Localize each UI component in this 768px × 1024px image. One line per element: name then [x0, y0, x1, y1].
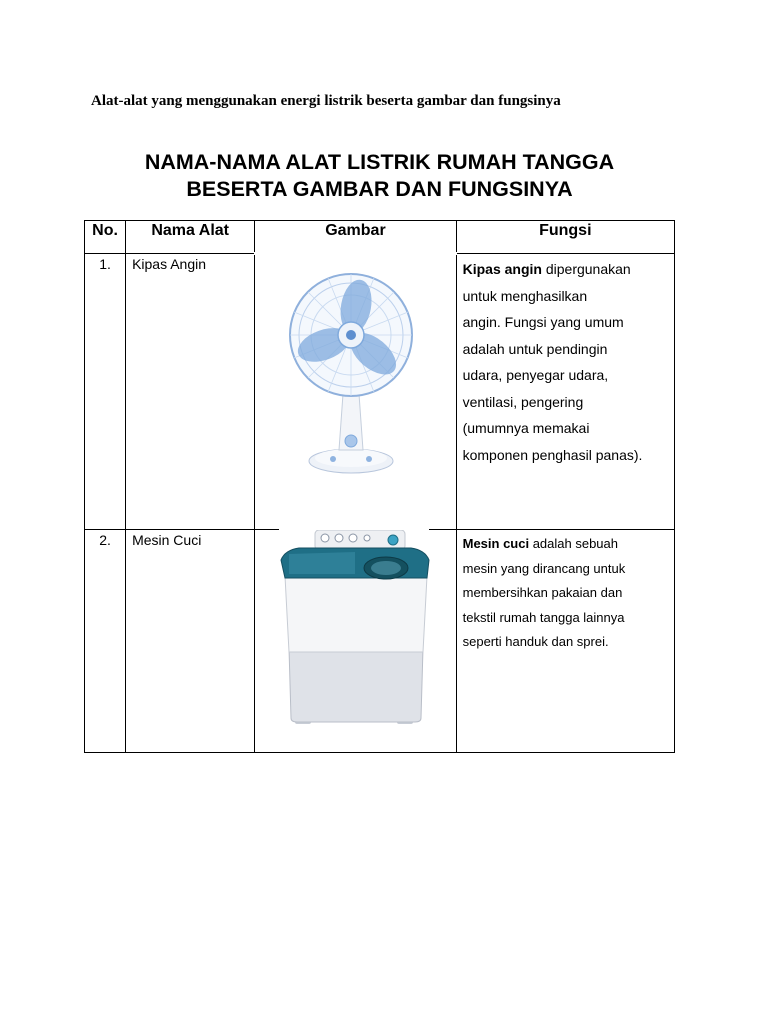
- function-line: untuk menghasilkan: [462, 287, 588, 304]
- function-line: komponen penghasil panas).: [462, 446, 643, 463]
- page-title: [84, 149, 675, 203]
- row-number: 2.: [85, 530, 126, 753]
- function-line: mesin yang dirancang untuk: [462, 560, 626, 576]
- function-line: udara, penyegar udara,: [462, 367, 609, 383]
- title-line-2: BESERTA GAMBAR DAN FUNGSINYA: [186, 177, 573, 201]
- appliance-name: Kipas Angin: [126, 254, 255, 530]
- function-line: (umumnya memakai: [462, 420, 590, 436]
- header-no: No.: [85, 221, 126, 254]
- intro-text: Alat-alat yang menggunakan energi listrik beserta gambar dan fungsinya: [91, 93, 561, 109]
- function-line: seperti handuk dan sprei.: [462, 634, 609, 649]
- row-number: 1.: [85, 254, 126, 530]
- washing-machine-icon: [255, 530, 456, 750]
- title-line-1: NAMA-NAMA ALAT LISTRIK RUMAH TANGGA: [144, 150, 615, 174]
- standing-fan-icon: [255, 254, 456, 527]
- function-line: angin. Fungsi yang umum: [462, 314, 624, 330]
- table-header-row: [85, 221, 675, 254]
- function-term: Mesin cuci: [462, 536, 530, 551]
- appliance-image-cell: [255, 530, 456, 753]
- appliance-image-cell: [255, 254, 456, 530]
- table-row: [85, 530, 675, 753]
- appliance-table: [84, 220, 675, 753]
- function-line: dipergunakan: [541, 261, 631, 277]
- appliance-function: [456, 254, 674, 530]
- table-row: [85, 254, 675, 530]
- function-line: tekstil rumah tangga lainnya: [462, 609, 625, 625]
- function-line: membersihkan pakaian dan: [462, 585, 623, 600]
- header-image: Gambar: [255, 221, 456, 254]
- appliance-name: Mesin Cuci: [126, 530, 255, 753]
- function-line: adalah untuk pendingin: [462, 340, 608, 357]
- function-line: adalah sebuah: [529, 536, 618, 551]
- function-term: Kipas angin: [462, 261, 542, 277]
- header-name: Nama Alat: [126, 221, 255, 254]
- appliance-function: [456, 530, 674, 753]
- header-function: Fungsi: [456, 221, 674, 254]
- function-line: ventilasi, pengering: [462, 393, 584, 410]
